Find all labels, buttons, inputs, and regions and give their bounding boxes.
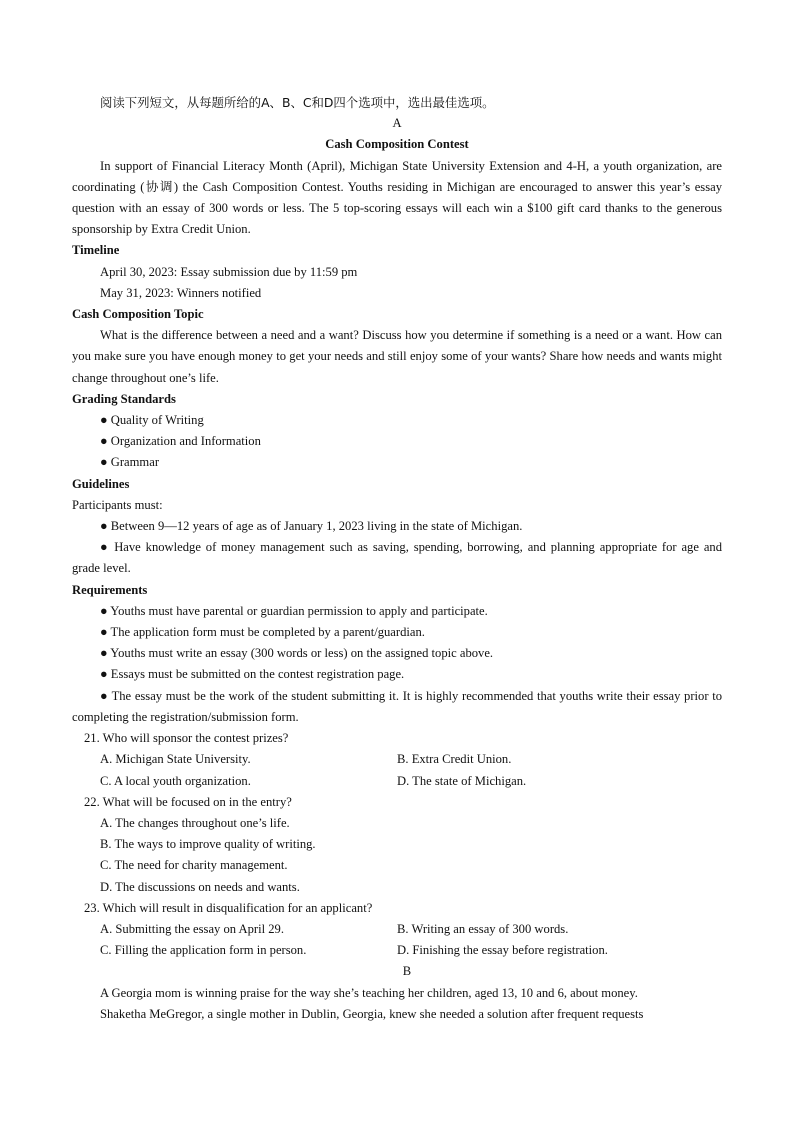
passage-a-title: Cash Composition Contest [325,137,469,152]
requirements-heading: Requirements [72,582,148,597]
option-b[interactable]: B. Extra Credit Union. [397,752,512,767]
requirement-item: ● The essay must be the work of the student submitting it. It is highly recommended that youths write their essay prior to completing the registration/submission form. [72,688,722,724]
guideline-item: ● Have knowledge of money management such as saving, spending, borrowing, and planning appropriate for age and grade level. [72,540,722,576]
timeline-heading: Timeline [72,243,120,258]
question-stem: 23. Which will result in disqualification for an applicant? [84,900,373,915]
requirement-item: ● Essays must be submitted on the contest registration page. [100,667,405,682]
passage-a-letter: A [392,116,402,131]
option-d[interactable]: D. Finishing the essay before registration. [397,943,608,958]
question-stem: 21. Who will sponsor the contest prizes? [84,731,289,746]
instruction: 阅读下列短文，从每题所给的A、B、C和D四个选项中，选出最佳选项。 [100,95,495,110]
options-row [72,771,722,792]
question-22 [72,792,722,898]
option-c[interactable]: C. Filling the application form in person. [100,943,307,958]
timeline-item: May 31, 2023: Winners notified [100,285,262,300]
guidelines-heading: Guidelines [72,476,130,491]
question-stem: 22. What will be focused on in the entry? [84,794,292,809]
options-row [72,919,722,940]
option-d[interactable]: D. The state of Michigan. [397,773,527,788]
option-a[interactable]: A. The changes throughout one’s life. [100,815,290,830]
option-a[interactable]: A. Michigan State University. [100,752,251,767]
guideline-item: ● Between 9—12 years of age as of January 1, 2023 living in the state of Michigan. [100,519,523,534]
option-b[interactable]: B. Writing an essay of 300 words. [397,921,569,936]
topic-heading: Cash Composition Topic [72,307,204,322]
grading-heading: Grading Standards [72,391,176,406]
topic-text: What is the difference between a need and a want? Discuss how you determine if something is a need or a want. How can you make sure you have enough money to get your needs and still enjoy some of your wants? Share how needs and wants might change throughout one’s life. [72,328,722,385]
option-c[interactable]: C. A local youth organization. [100,773,251,788]
requirement-item: ● Youths must write an essay (300 words or less) on the assigned topic above. [100,646,494,661]
option-b[interactable]: B. The ways to improve quality of writing. [100,837,316,852]
passage-a-intro: In support of Financial Literacy Month (April), Michigan State University Extension and 4-H, a youth organization, are coordinating (协调) the Cash Composition Contest. Youths residing in Michigan are encouraged to answer this year’s essay question with an essay of 300 words or less. The 5 top-scoring essays will each win a $100 gift card thanks to the generous sponsorship by Extra Credit Union. [72,158,722,237]
passage-b-paragraph: Shaketha MeGregor, a single mother in Dublin, Georgia, knew she needed a solution after frequent requests [100,1006,644,1021]
grading-item: ● Grammar [100,455,160,470]
options-row [72,749,722,770]
question-23 [72,898,722,962]
grading-item: ● Quality of Writing [100,413,204,428]
requirement-item: ● The application form must be completed by a parent/guardian. [100,625,425,640]
passage-b-paragraph: A Georgia mom is winning praise for the way she’s teaching her children, aged 13, 10 and 6, about money. [100,985,638,1000]
requirement-item: ● Youths must have parental or guardian permission to apply and participate. [100,603,488,618]
timeline-item: April 30, 2023: Essay submission due by 11:59 pm [100,264,358,279]
guidelines-lead: Participants must: [72,497,163,512]
option-d[interactable]: D. The discussions on needs and wants. [100,879,300,894]
option-c[interactable]: C. The need for charity management. [100,858,288,873]
question-21 [72,728,722,792]
option-a[interactable]: A. Submitting the essay on April 29. [100,921,285,936]
options-row [72,940,722,961]
grading-item: ● Organization and Information [100,434,261,449]
passage-b-letter: B [402,964,412,979]
